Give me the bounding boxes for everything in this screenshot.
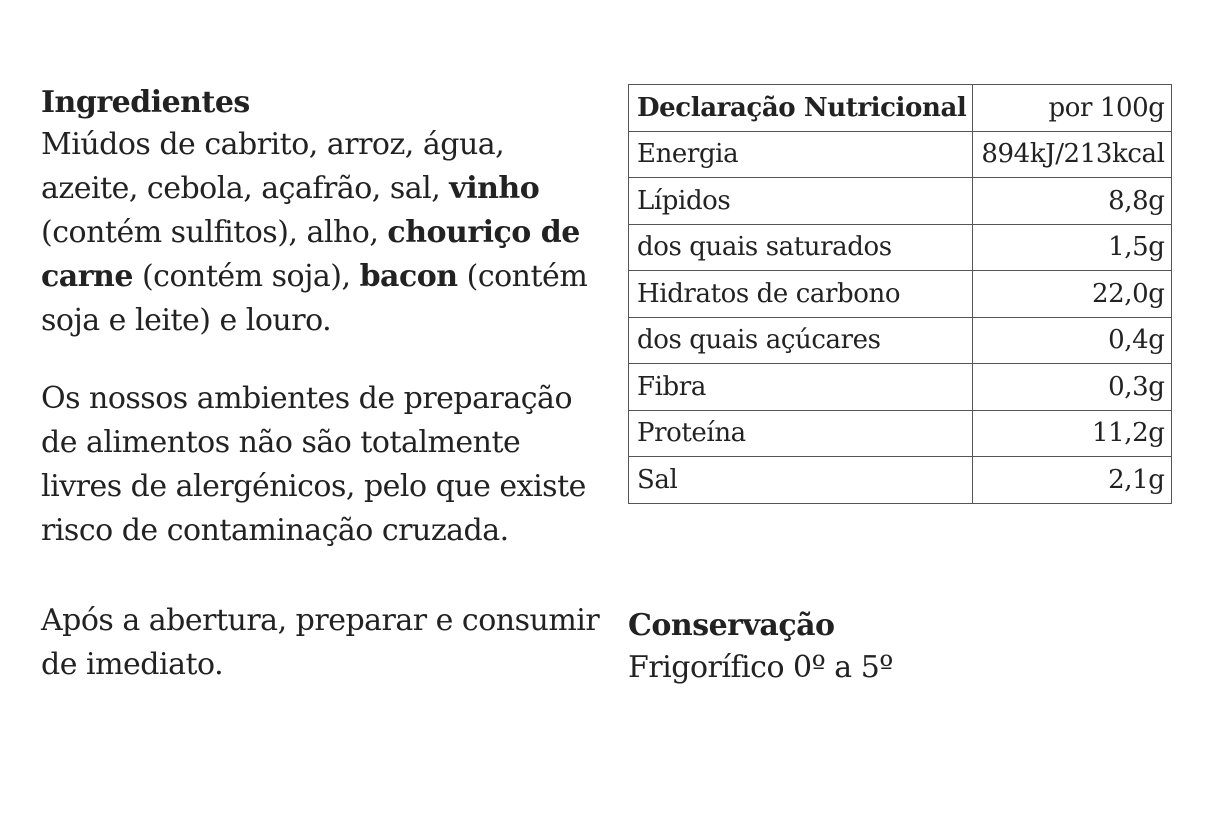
table-row <box>629 131 1172 178</box>
nutrient-value: 0,4g <box>973 317 1171 364</box>
nutrition-header-title: Declaração Nutricional <box>629 85 973 132</box>
nutrient-value: 894kJ/213kcal <box>973 131 1171 178</box>
table-row <box>629 457 1172 504</box>
table-row <box>629 364 1172 411</box>
ingredients-part: Miúdos de cabrito, arroz, água, azeite, cebola, açafrão, sal, <box>41 127 505 206</box>
allergen-chourico: chouriço de carne <box>41 215 580 294</box>
conservation-text: Frigorífico 0º a 5º <box>628 650 893 685</box>
table-row <box>629 317 1172 364</box>
nutrition-table <box>628 84 1172 504</box>
nutrient-name: dos quais saturados <box>629 224 973 271</box>
conservation-heading: Conservação <box>628 608 835 643</box>
conservation-section <box>628 606 1188 690</box>
allergen-notice-section <box>41 377 601 553</box>
nutrient-name: Energia <box>629 131 973 178</box>
nutrition-header-unit: por 100g <box>973 85 1171 132</box>
nutrient-name: Lípidos <box>629 178 973 225</box>
table-row <box>629 271 1172 318</box>
ingredients-heading: Ingredientes <box>41 85 250 120</box>
allergen-vinho: vinho <box>449 171 540 206</box>
nutrient-name: dos quais açúcares <box>629 317 973 364</box>
nutrient-value: 8,8g <box>973 178 1171 225</box>
nutrient-value: 1,5g <box>973 224 1171 271</box>
left-column <box>41 83 601 687</box>
ingredients-text <box>41 123 601 343</box>
nutrient-value: 11,2g <box>973 410 1171 457</box>
nutrient-name: Sal <box>629 457 973 504</box>
opening-section <box>41 599 601 687</box>
ingredients-part: (contém soja e leite) e louro. <box>41 259 588 338</box>
allergen-notice: Os nossos ambientes de preparação de alimentos não são totalmente livres de alergénicos, pelo que existe risco de contaminação cruzada. <box>41 381 586 548</box>
ingredients-part: (contém soja), <box>132 259 360 294</box>
table-row <box>629 224 1172 271</box>
nutrient-value: 0,3g <box>973 364 1171 411</box>
ingredients-section <box>41 83 601 343</box>
nutrition-header-row <box>629 85 1172 132</box>
table-row <box>629 178 1172 225</box>
nutrient-name: Hidratos de carbono <box>629 271 973 318</box>
opening-instruction: Após a abertura, preparar e consumir de imediato. <box>41 603 600 682</box>
allergen-bacon: bacon <box>359 259 458 294</box>
nutrient-value: 22,0g <box>973 271 1171 318</box>
nutrient-name: Fibra <box>629 364 973 411</box>
nutrient-name: Proteína <box>629 410 973 457</box>
ingredients-part: (contém sulfitos), alho, <box>41 215 388 250</box>
table-row <box>629 410 1172 457</box>
nutrient-value: 2,1g <box>973 457 1171 504</box>
